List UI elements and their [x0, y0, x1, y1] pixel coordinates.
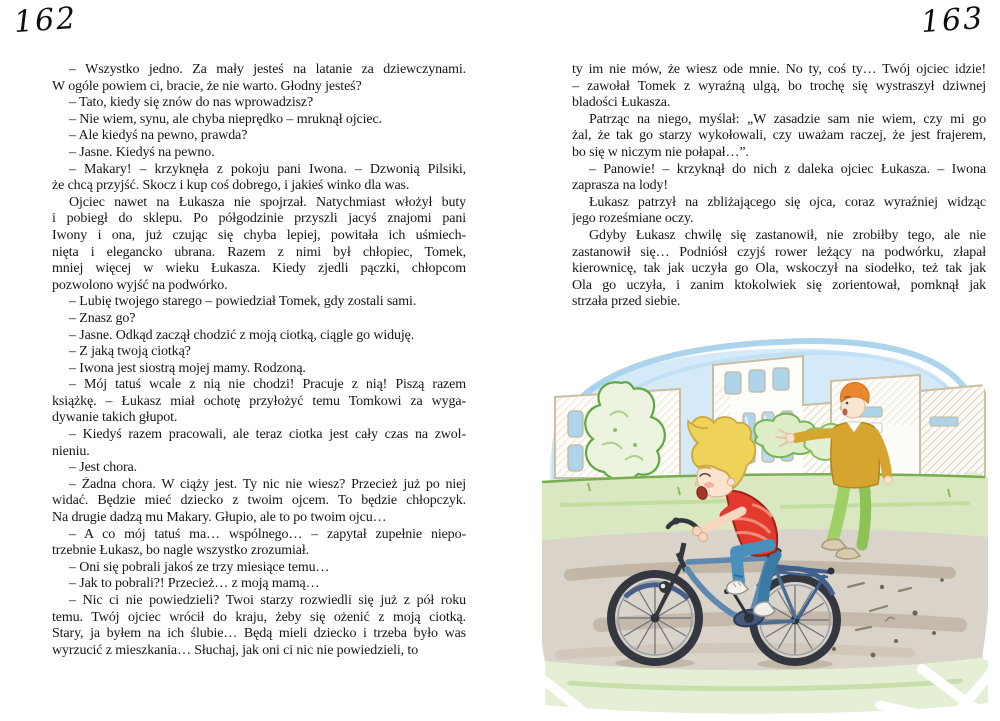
father-arm-extended [796, 433, 837, 438]
paragraph [52, 128, 466, 145]
text-line: – Jest chora. [69, 460, 138, 476]
text-line: Na drugie dadzą mu Makary. Głupio, ale to po twoim ojcu… [52, 510, 387, 526]
text-line: – Znasz go? [69, 310, 136, 326]
paragraph [52, 427, 466, 460]
paragraph [52, 560, 466, 577]
text-line: widać. Będzie mieć dziecko z twoim ojcem. To będzie chłopczyk. [52, 493, 466, 509]
building-far-right [920, 385, 985, 487]
text-line: – Lubię twojego starego – powiedział Tomek, gdy zostali sami. [69, 294, 417, 310]
page-number-right: 163 [919, 0, 986, 41]
boy-hand [699, 533, 708, 542]
text-line: – Iwona jest siostrą mojej mamy. Rodzoną. [69, 360, 306, 376]
text-line: W ogóle powiem ci, bracie, że nie warto. Głodny jesteś? [52, 78, 362, 94]
text-line: kierownicę, tak jak uczyła go Ola, wskoczył na siodełko, też tak jak [572, 261, 986, 277]
text-line: zaprasza na lody! [572, 178, 668, 194]
text-line: – Nie wiem, synu, ale chyba nieprędko – mruknął ojciec. [69, 111, 382, 127]
text-line: – Ale kiedyś na pewno, prawda? [69, 128, 248, 144]
text-line: – Tato, kiedy się znów do nas wprowadzisz? [69, 95, 314, 111]
text-line: – Z jaką twoją ciotką? [69, 344, 191, 360]
text-line: Gdyby Łukasz chwilę się zastanowił, nie zrobiłby tego, ale nie [589, 227, 986, 243]
illustration-boy-on-bike [530, 325, 1000, 721]
text-line: że chcą przyjść. Skocz i kup coś dobrego, i jakieś winko dla was. [52, 178, 410, 194]
text-line: strzała przed siebie. [572, 294, 681, 310]
text-line: bladości Łukasza. [572, 95, 671, 111]
text-line: Łukasz patrzył na zbliżającego się ojca, coraz wyraźniej widząc [589, 194, 986, 210]
paragraph [52, 95, 466, 112]
text-line: i pobiegł do sklepu. Po półgodzinie przyszli jacyś znajomi pani [52, 211, 466, 227]
paragraph [52, 328, 466, 345]
text-line: nieniu. [52, 443, 90, 459]
paragraph [52, 361, 466, 378]
paragraph [52, 145, 466, 162]
paragraph [52, 162, 466, 195]
text-line: książkę. – Łukasz miał ochotę przyłożyć temu Tomkowi za wyga- [52, 393, 466, 409]
text-line: trzebnie Łukasz, bo nagle wszystko zrozumiał. [52, 543, 310, 559]
left-page-text [52, 62, 466, 659]
text-line: – Kiedyś razem pracowali, ale teraz ciotka jest cały czas na zwol- [69, 427, 466, 443]
paragraph [572, 162, 986, 195]
text-line: – Mój tatuś wcale z nią nie chodzi! Pracuje z nią! Piszą razem [69, 377, 466, 393]
text-line: – A co mój tatuś ma… wspólnego… – zapytał zupełnie niepo- [69, 526, 466, 542]
paragraph [52, 576, 466, 593]
boy-cheek [704, 482, 714, 488]
text-line: – Nic ci nie powiedzieli? Twoi starzy rozwiedli się już z pół roku [69, 593, 466, 608]
text-line: Iwony i ona, już czując się chyba lepiej, powitała ich uśmiech- [52, 227, 466, 243]
boy-ear [727, 478, 735, 486]
paragraph [52, 195, 466, 295]
text-line: nięta i elegancko ubrana. Razem z nimi był chłopiec, Tomek, [52, 244, 466, 260]
text-line: – Oni się pobrali jakoś ze trzy miesiące temu… [69, 559, 330, 575]
paragraph [52, 62, 466, 95]
paragraph [52, 294, 466, 311]
text-line: wyrzucić z mieszkania… Słuchaj, jak oni ci nic nie powiedzieli, to [52, 642, 419, 658]
paragraph [52, 344, 466, 361]
text-line: – Jasne. Odkąd zaczął chodzić z moją ciotką, ciągle go widuję. [69, 327, 415, 343]
paragraph [52, 311, 466, 328]
paragraph [52, 112, 466, 129]
text-line: Ola go uczyła, i zanim ktokolwiek się zorientował, pomknął jak [572, 277, 986, 293]
paragraph [52, 527, 466, 560]
bell [673, 518, 680, 525]
paragraph [52, 593, 466, 659]
text-line: Ojciec nawet na Łukasza nie spojrzał. Natychmiast włożył buty [69, 194, 466, 210]
text-line: pozwolono wyjść na podwórko. [52, 277, 228, 293]
paragraph [52, 477, 466, 527]
text-line: bo się w niczym nie połapał…”. [572, 144, 749, 160]
text-line: jego roześmiane oczy. [572, 211, 694, 227]
text-line: – Żadna chora. W ciąży jest. Ty nic nie wiesz? Przecież już po niej [69, 476, 466, 492]
text-line: ty im nie mów, że wiesz ode mnie. No ty, coś ty… Twój ojciec idzie! [572, 62, 986, 77]
father-leg-far [862, 483, 866, 545]
text-line: – Jak to pobrali?! Przecież… z moją mamą… [69, 576, 320, 592]
text-line: – Makary! – krzyknęła z pokoju pani Iwona. – Dzwonią Pilsiki, [69, 161, 466, 177]
tree-left [585, 382, 665, 486]
text-line: – Wszystko jedno. Za mały jesteś na latanie za dziewczynami. [69, 62, 466, 77]
right-page-text [572, 62, 986, 311]
text-line: – Panowie! – krzyknął do nich z daleka ojciec Łukasza. – Iwona [589, 161, 986, 177]
text-line: temu. Twój ojciec wrócił do kraju, żeby się ożenić z moją ciotką. [52, 609, 466, 625]
page-number-left: 162 [12, 0, 79, 41]
text-line: dywanie takich głupot. [52, 410, 178, 426]
text-line: mniej więcej w wieku Łukasza. Kiedy zjedli pączki, chłopcom [52, 261, 466, 277]
father-hand [884, 476, 892, 484]
paragraph [572, 112, 986, 162]
text-line: Patrząc na niego, myślał: „W zasadzie sam nie wiem, czy mi go [589, 111, 986, 127]
text-line: żal, że tak go starzy wykołowali, czy uważam raczej, że jest frajerem, [572, 128, 986, 144]
text-line: zastanowił się… Podniósł czyjś rower leżący na podwórku, złapał [572, 244, 986, 260]
paragraph [572, 195, 986, 228]
text-line: Stary, ja byłem na ich ślubie… Będą mieli dziecko i trzeba było was [52, 626, 466, 642]
paragraph [572, 228, 986, 311]
paragraph [52, 460, 466, 477]
text-line: – zawołał Tomek z wyraźną ulgą, bo trochę się wystraszył dziwnej [572, 78, 986, 94]
paragraph [572, 62, 986, 112]
illustration-svg [530, 325, 1000, 721]
paragraph [52, 377, 466, 427]
text-line: – Jasne. Kiedyś na pewno. [69, 144, 215, 160]
